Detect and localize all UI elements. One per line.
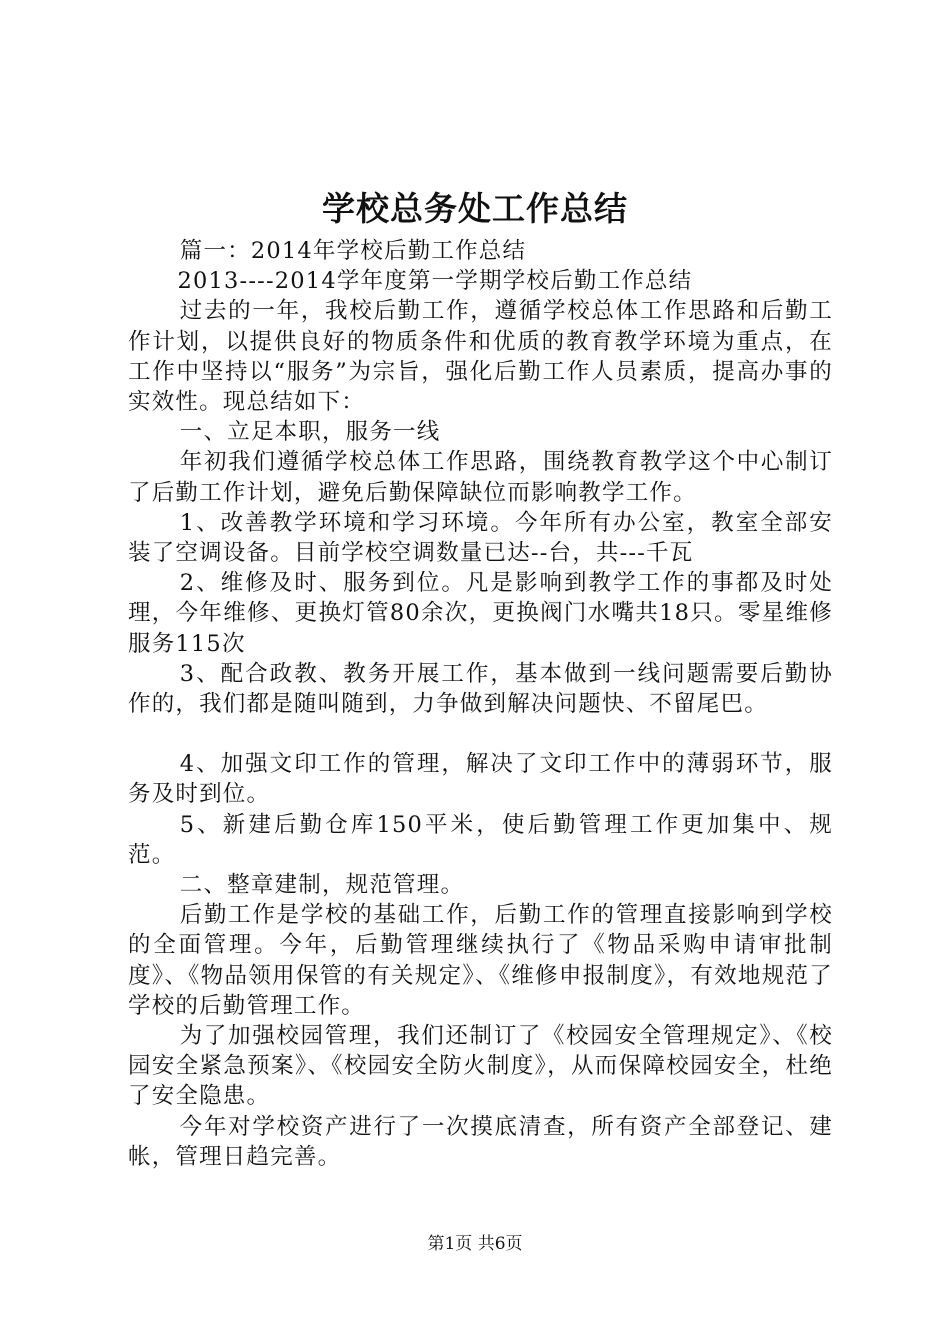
paragraph-gap	[128, 719, 833, 749]
list-item-1: 1、改善教学环境和学习环境。今年所有办公室，教室全部安装了空调设备。目前学校空调数量已达--台，共---千瓦	[128, 509, 833, 567]
page-footer: 第1页 共6页	[427, 1234, 523, 1254]
list-item-3: 3、配合政教、教务开展工作，基本做到一线问题需要后勤协作的，我们都是随叫随到，力争做到解决问题快、不留尾巴。	[128, 660, 833, 718]
subtitle-paragraph: 2013----2014学年度第一学期学校后勤工作总结	[177, 268, 693, 295]
body-paragraph: 年初我们遵循学校总体工作思路，围绕教育教学这个中心制订了后勤工作计划，避免后勤保障缺位而影响教学工作。	[128, 449, 833, 506]
list-item-5: 5、新建后勤仓库150平米，使后勤管理工作更加集中、规范。	[128, 811, 833, 868]
section-heading-1: 一、立足本职，服务一线	[179, 419, 441, 446]
list-item-2: 2、维修及时、服务到位。凡是影响到教学工作的事都及时处理，今年维修、更换灯管80余次，更换阀门水嘴共18只。零星维修服务115次	[128, 570, 833, 657]
section-heading-part-one: 篇一：2014年学校后勤工作总结	[179, 238, 527, 264]
body-paragraph: 今年对学校资产进行了一次摸底清查，所有资产全部登记、建帐，管理日趋完善。	[128, 1113, 833, 1170]
section-heading-2: 二、整章建制，规范管理。	[179, 872, 465, 899]
body-paragraph: 后勤工作是学校的基础工作，后勤工作的管理直接影响到学校的全面管理。今年，后勤管理继续执行了《物品采购申请审批制度》、《物品领用保管的有关规定》、《维修申报制度》，有效地规范了学校的后勤管理工作。	[128, 902, 833, 1019]
intro-paragraph: 过去的一年，我校后勤工作，遵循学校总体工作思路和后勤工作计划，以提供良好的物质条件和优质的教育教学环境为重点，在工作中坚持以“服务”为宗旨，强化后勤工作人员素质，提高办事的实效性。现总结如下：	[128, 298, 833, 416]
document-title: 学校总务处工作总结	[322, 189, 628, 228]
list-item-4: 4、加强文印工作的管理，解决了文印工作中的薄弱环节，服务及时到位。	[128, 751, 833, 808]
body-paragraph: 为了加强校园管理，我们还制订了《校园安全管理规定》、《校园安全紧急预案》、《校园安全防火制度》，从而保障校园安全，杜绝了安全隐患。	[128, 1023, 833, 1110]
document-body	[128, 236, 833, 1172]
